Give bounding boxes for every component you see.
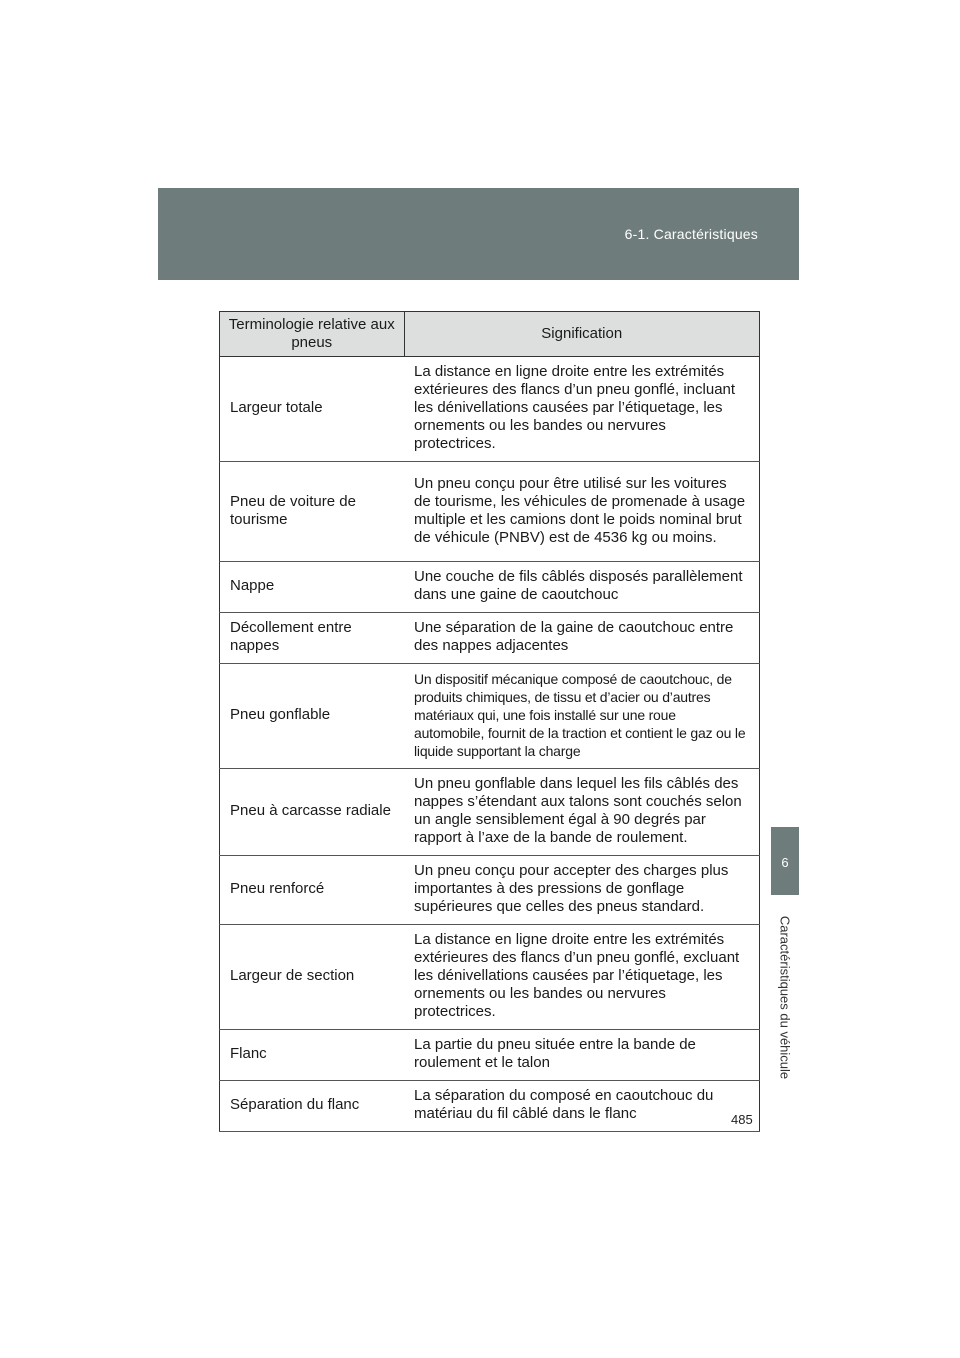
term-cell: Séparation du flanc — [220, 1081, 405, 1132]
table-row — [220, 1030, 760, 1081]
section-title: 6-1. Caractéristiques — [624, 226, 758, 242]
meaning-cell: La distance en ligne droite entre les extrémités extérieures des flancs d’un pneu gonflé, incluant les dénivellations causées par l’étiquetage, les ornements ou les bandes ou nervures protectrices. — [404, 357, 760, 462]
column-header-term: Terminologie relative aux pneus — [220, 312, 405, 357]
term-cell: Nappe — [220, 562, 405, 613]
term-cell: Largeur de section — [220, 925, 405, 1030]
meaning-cell: Un pneu conçu pour accepter des charges plus importantes à des pressions de gonflage supérieures que celles des pneus standard. — [404, 856, 760, 925]
table-header-row — [220, 312, 760, 357]
table-row — [220, 664, 760, 769]
table-row — [220, 769, 760, 856]
term-cell: Pneu à carcasse radiale — [220, 769, 405, 856]
term-cell: Pneu gonflable — [220, 664, 405, 769]
term-cell: Décollement entre nappes — [220, 613, 405, 664]
meaning-cell: Une couche de fils câblés disposés parallèlement dans une gaine de caoutchouc — [404, 562, 760, 613]
tire-terminology-table — [219, 311, 760, 1132]
table-row — [220, 613, 760, 664]
term-cell: Pneu de voiture de tourisme — [220, 462, 405, 562]
meaning-cell: La distance en ligne droite entre les extrémités extérieures des flancs d’un pneu gonflé, excluant les dénivellations causées par l’étiquetage, les ornements ou les bandes ou nervures protectrices. — [404, 925, 760, 1030]
table-row — [220, 562, 760, 613]
meaning-cell: La partie du pneu située entre la bande de roulement et le talon — [404, 1030, 760, 1081]
meaning-cell: Un pneu gonflable dans lequel les fils câblés des nappes s’étendant aux talons sont couchés selon un angle sensiblement égal à 90 degrés par rapport à l’axe de la bande de roulement. — [404, 769, 760, 856]
chapter-header — [158, 188, 799, 280]
table-row — [220, 925, 760, 1030]
page-number: 485 — [731, 1112, 753, 1127]
chapter-side-label — [770, 905, 800, 1090]
column-header-meaning: Signification — [404, 312, 760, 357]
meaning-cell: Un pneu conçu pour être utilisé sur les voitures de tourisme, les véhicules de promenade à usage multiple et les camions dont le poids nominal brut de véhicule (PNBV) est de 4536 kg ou moins. — [404, 462, 760, 562]
table-row — [220, 856, 760, 925]
meaning-cell: Un dispositif mécanique composé de caoutchouc, de produits chimiques, de tissu et d’acier ou d’autres matériaux qui, une fois installé sur une roue automobile, fournit de la traction et contient le gaz ou le liquide supportant la charge — [404, 664, 760, 769]
term-cell: Largeur totale — [220, 357, 405, 462]
meaning-cell: La séparation du composé en caoutchouc du matériau du fil câblé dans le flanc — [404, 1081, 760, 1132]
table-row — [220, 1081, 760, 1132]
chapter-side-label-text: Caractéristiques du véhicule — [777, 915, 793, 1080]
chapter-tab — [771, 827, 799, 895]
chapter-number: 6 — [781, 855, 789, 870]
term-cell: Flanc — [220, 1030, 405, 1081]
term-cell: Pneu renforcé — [220, 856, 405, 925]
meaning-cell: Une séparation de la gaine de caoutchouc entre des nappes adjacentes — [404, 613, 760, 664]
table-row — [220, 462, 760, 562]
table-row — [220, 357, 760, 462]
